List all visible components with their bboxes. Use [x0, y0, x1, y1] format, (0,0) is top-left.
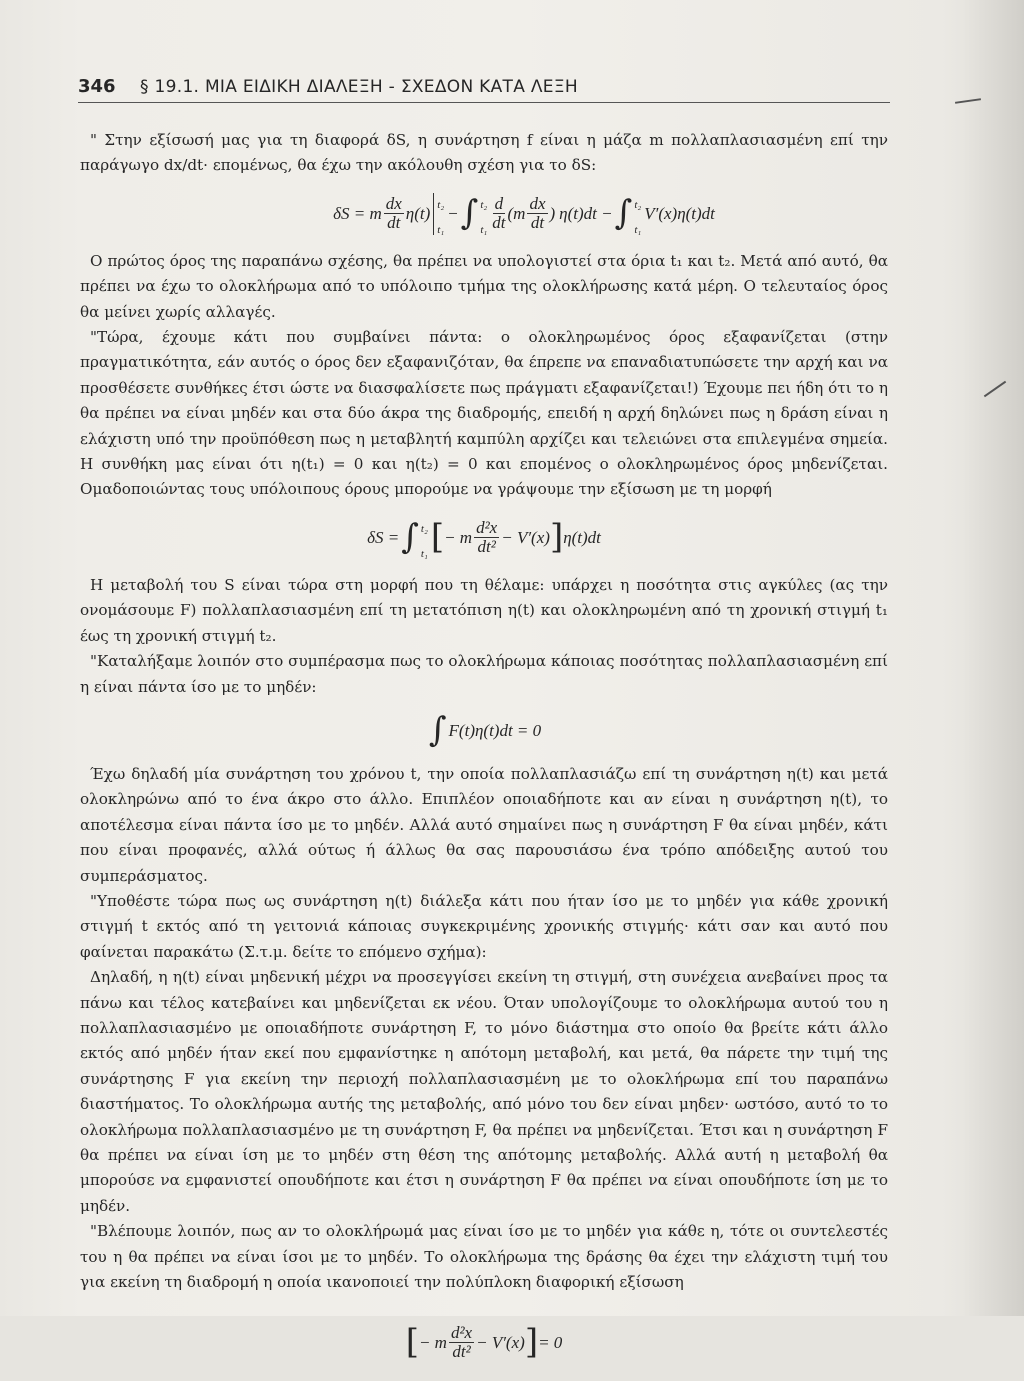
- bracket-open: [: [405, 1321, 419, 1362]
- bracket-close: ]: [549, 517, 564, 558]
- fraction: $\frac{d}{dt}$: [492, 194, 506, 233]
- fraction: $\frac{dx}{dt}$: [529, 194, 546, 233]
- bracket-open: [: [430, 517, 445, 558]
- paragraph: "Βλέπουμε λοιπόν, πως αν το ολοκλήρωμά μας είναι ίσο με το μηδέν για κάθε η, τότε οι συντελεστές του η θα πρέπει να είναι ίσοι με το μηδέν. Το ολοκλήρωμα της δράσης θα έχει την ελάχιστη τιμή του για εκείνη τη διαδρομή η οποία ικανοποιεί την πολύπλοκη διαφορική εξίσωση: [80, 1222, 888, 1292]
- paragraph: " Στην εξίσωσή μας για τη διαφορά δS, η συνάρτηση f είναι η μάζα m πολλαπλασιασμένη επί την παράγωγο dx/dt· επομένως, θα έχω την ακόλουθη σχέση για το δS:: [80, 131, 888, 175]
- paragraph: Η μεταβολή του S είναι τώρα στη μορφή που τη θέλαμε: υπάρχει η ποσότητα στις αγκύλες (ας την ονομάσουμε F) πολλαπλασιασμένη επί τη μετατόπιση η(t) και ολοκληρωμένη από τη χρονική στιγμή t₁ έως τη χρονική στιγμή t₂.: [80, 575, 888, 645]
- fraction: $\frac{dx}{dt}$: [385, 194, 402, 233]
- paragraph: Ο πρώτος όρος της παραπάνω σχέσης, θα πρέπει να υπολογιστεί στα όρια t₁ και t₂. Μετά από αυτό, θα πρέπει να έχω το ολοκλήρωμα από το υπόλοιπο τμήμα της ολοκλήρωσης κατά μέρη. Ο τελευταίος όρος θα μείνει χωρίς αλλαγές.: [80, 251, 888, 321]
- bracket-close: ]: [524, 1321, 539, 1362]
- paragraph: Δηλαδή, η η(t) είναι μηδενική μέχρι να προσεγγίσει εκείνη τη στιγμή, στη συνέχεια ανεβαίνει προς τα πάνω και τέλος κατεβαίνει και μηδενίζεται εκ νέου. Όταν υπολογίζουμε το ολοκλήρωμα αυτού του η πολλαπλασιασμένο με οποιαδήποτε συνάρτηση F, το μόνο διάστημα στο οποίο θα βρείτε κάτι άλλο εκτός από μηδέν ήταν εκεί που εμφανίστηκε η απότομη μεταβολή, και μετά, θα πάρετε την τιμή της συνάρτησης F για εκείνη την περιοχή πολλαπλασιασμένη με το ολοκλήρωμα επί του παραπάνω διαστήματος. Το ολοκλήρωμα αυτής της μεταβολής, από μόνο του δεν είναι μηδεν· ωστόσο, αυτό το το ολοκλήρωμα πολλαπλασιασμένο με τη συνάρτηση F, θα πρέπει να μηδενίζεται. Έτσι και η συνάρτηση F θα πρέπει να είναι ίση με το μηδέν στη θέση της απότομης μεταβολής. Αλλά αυτή η μεταβολή θα μπορούσε να εμφανιστεί οπουδήποτε και έτσι η συνάρτηση F θα πρέπει να είναι οπουδήποτε ίση με το μηδέν.: [80, 968, 888, 1215]
- fraction: $\frac{\text{d²x}}{\text{dt²}}$: [476, 518, 498, 557]
- page-edge-shadow: [962, 0, 1024, 1316]
- integral-sign: ∫: [614, 193, 633, 234]
- equation-delta-s: δS = m $\frac{dx}{dt}$ η(t) t₂ t₁ − ∫ t₂ t₁ $\frac{d}{dt}$ (m $\frac{dx}{dt}$ ) η(t)dt − ∫ t₂ t₁ V′(x)η(t)dt: [333, 193, 715, 237]
- evaluation-bar: [433, 193, 434, 235]
- limits: t₂ t₁: [634, 198, 642, 237]
- running-header: [78, 72, 890, 103]
- page-number: 346: [78, 76, 116, 97]
- equation-grouped: δS = ∫ t₂ t₁ [ − m $\frac{\text{d²x}}{\text{dt²}}$ − V′(x) ] η(t)dt: [367, 517, 601, 561]
- integral-sign: ∫: [460, 193, 479, 234]
- limits: t₂ t₁: [420, 522, 428, 561]
- paragraph: "Καταλήξαμε λοιπόν στο συμπέρασμα πως το ολοκλήρωμα κάποιας ποσότητας πολλαπλασιασμένη επί η είναι πάντα ίσο με το μηδέν:: [80, 652, 888, 696]
- limits: t₂ t₁: [480, 198, 488, 237]
- fraction: $\frac{\text{d²x}}{\text{dt²}}$: [450, 1322, 473, 1361]
- equation-integral-zero: ∫ F(t)η(t)dt = 0: [428, 710, 542, 751]
- section-title: § 19.1. ΜΙΑ ΕΙΔΙΚΗ ΔΙΑΛΕΞΗ - ΣΧΕΔΟΝ ΚΑΤΑ ΛΕΞΗ: [140, 77, 578, 97]
- paragraph: "Υποθέστε τώρα πως ως συνάρτηση η(t) διάλεξα κάτι που ήταν ίσο με το μηδέν για κάθε χρονική στιγμή t εκτός από τη γειτονιά κάποιας συγκεκριμένης χρονικής στιγμής· κάτι σαν και αυτό που φαίνεται παρακάτω (Σ.τ.μ. δείτε το επόμενο σχήμα):: [80, 891, 888, 961]
- integral-sign: ∫: [401, 517, 419, 558]
- paragraph: Έχω δηλαδή μία συνάρτηση του χρόνου t, την οποία πολλαπλασιάζω επί τη συνάρτηση η(t) και μετά ολοκληρώνω από το ένα άκρο στο άλλο. Επιπλέον οποιαδήποτε και αν είναι η συνάρτηση η(t), το αποτέλεσμα είναι πάντα ίσο με το μηδέν. Αλλά αυτό σημαίνει πως η συνάρτηση F θα είναι μηδέν, κάτι που είναι προφανές, αλλά ούτως ή άλλως θα σας παρουσιάσω ένα τρόπο απόδειξης αυτού του συμπεράσματος.: [80, 764, 888, 885]
- limits: t₂ t₁: [437, 198, 445, 237]
- integral-sign: ∫: [428, 710, 447, 751]
- body-text: [80, 128, 888, 1381]
- equation-euler-lagrange: [ − m $\frac{\text{d²x}}{\text{dt²}}$ − V′(x) ] = 0: [405, 1321, 563, 1362]
- paragraph: "Τώρα, έχουμε κάτι που συμβαίνει πάντα: ο ολοκληρωμένος όρος εξαφανίζεται (στην πραγματικότητα, εάν αυτός ο όρος δεν εξαφανιζόταν, θα έπρεπε να επαναδιατυπώσετε την αρχή και να προσθέσετε συνθήκες έτσι ώστε να διασφαλίσετε πως πράγματι εξαφανίζεται!) Έχουμε πει ήδη ότι το η θα πρέπει να είναι μηδέν και στα δύο άκρα της διαδρομής, επειδή η αρχή δηλώνει πως η δράση είναι η ελάχιστη υπό την προϋπόθεση πως η μεταβλητή καμπύλη αρχίζει και τελειώνει στα επιλεγμένα σημεία. Η συνθήκη μας είναι ότι η(t₁) = 0 και η(t₂) = 0 και επομένος ο ολοκληρωμένος όρος μηδενίζεται. Ομαδοποιώντας τους υπόλοιπους όρους μπορούμε να γράψουμε την εξίσωση με τη μορφή: [80, 328, 888, 499]
